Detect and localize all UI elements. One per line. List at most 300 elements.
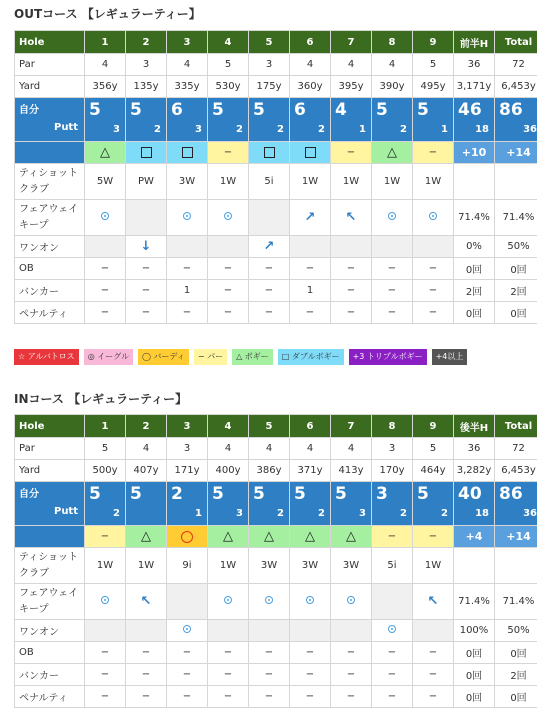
fairway-label-line: キープ (19, 604, 49, 615)
oneon-cell (413, 620, 454, 642)
score-cell (331, 98, 372, 142)
header-cell: 5 (249, 31, 290, 54)
result-cell (167, 142, 208, 164)
penalty-cell: − (208, 686, 249, 708)
yard-cell: 413y (331, 460, 372, 482)
fairway-miss-left-icon: ↖ (140, 593, 152, 609)
fairway-target-icon (224, 212, 232, 220)
bunker-cell: − (413, 664, 454, 686)
par-cell: 5 (413, 438, 454, 460)
header-cell: 8 (372, 31, 413, 54)
bunker-cell: − (85, 280, 126, 302)
bunker-cell: − (249, 664, 290, 686)
header-cell: 2 (126, 415, 167, 438)
penalty-label: ペナルティ (15, 686, 85, 708)
strokes-value: 3 (376, 484, 388, 504)
bunker-cell: − (208, 280, 249, 302)
score-cell (290, 482, 331, 526)
penalty-cell: − (413, 686, 454, 708)
yard-cell: 6,453y (495, 76, 537, 98)
strokes-value: 5 (417, 100, 429, 120)
ob-cell: − (85, 258, 126, 280)
fairway-cell (413, 200, 454, 236)
club-cell: 1W (126, 548, 167, 584)
penalty-cell: 0回 (454, 302, 495, 324)
score-label (15, 98, 85, 142)
ob-label: OB (15, 258, 85, 280)
putts-value: 18 (475, 124, 489, 135)
club-row (15, 164, 537, 200)
fairway-row (15, 584, 537, 620)
bunker-cell: − (331, 280, 372, 302)
result-cell (167, 526, 208, 548)
fairway-cell (126, 584, 167, 620)
result-circle-icon (181, 531, 193, 543)
legend-item: +4以上 (432, 349, 468, 365)
yard-cell: 3,282y (454, 460, 495, 482)
legend-item: ◎ イーグル (84, 349, 133, 365)
fairway-cell (167, 200, 208, 236)
club-cell: PW (126, 164, 167, 200)
yard-cell: 386y (249, 460, 290, 482)
par-cell: 4 (126, 438, 167, 460)
result-cell (126, 526, 167, 548)
score-cell (126, 98, 167, 142)
par-cell: 4 (167, 54, 208, 76)
oneon-target-icon (388, 625, 396, 633)
header-row (15, 415, 537, 438)
result-triangle-icon: △ (223, 528, 233, 544)
club-cell: 1W (208, 164, 249, 200)
fairway-target-icon (429, 212, 437, 220)
ob-cell: 0回 (454, 258, 495, 280)
club-cell: 1W (413, 164, 454, 200)
fairway-cell (126, 200, 167, 236)
oneon-cell (126, 236, 167, 258)
club-cell (454, 164, 495, 200)
par-cell: 5 (85, 438, 126, 460)
result-cell (208, 526, 249, 548)
fairway-cell (290, 584, 331, 620)
yard-cell: 530y (208, 76, 249, 98)
yard-cell: 3,171y (454, 76, 495, 98)
ob-cell: − (372, 642, 413, 664)
result-cell (331, 526, 372, 548)
header-cell: 7 (331, 31, 372, 54)
penalty-cell: 0回 (454, 686, 495, 708)
yard-cell: 171y (167, 460, 208, 482)
result-square-icon (182, 147, 193, 158)
club-cell: 5W (85, 164, 126, 200)
header-cell: Hole (15, 31, 85, 54)
oneon-total: 50% (495, 236, 537, 258)
result-square-icon (305, 147, 316, 158)
result-dash-icon: − (428, 147, 438, 158)
fairway-cell (167, 584, 208, 620)
fairway-target-icon (101, 212, 109, 220)
fairway-cell (331, 200, 372, 236)
putts-value: 2 (441, 508, 448, 519)
score-cell (290, 98, 331, 142)
score-label (15, 482, 85, 526)
yard-cell: 395y (331, 76, 372, 98)
penalty-cell: − (167, 302, 208, 324)
putts-value: 2 (318, 124, 325, 135)
fairway-cell (372, 200, 413, 236)
score-cell (167, 98, 208, 142)
fairway-target-icon (265, 596, 273, 604)
yard-label: Yard (15, 76, 85, 98)
par-cell: 3 (372, 438, 413, 460)
strokes-value: 86 (499, 484, 523, 504)
yard-cell: 464y (413, 460, 454, 482)
club-cell: 9i (167, 548, 208, 584)
score-cell (413, 98, 454, 142)
club-cell: 1W (85, 548, 126, 584)
penalty-cell: − (290, 302, 331, 324)
club-cell (495, 164, 537, 200)
oneon-cell (126, 620, 167, 642)
result-dash-icon: − (100, 531, 110, 542)
result-row (15, 142, 537, 164)
result-cell (413, 526, 454, 548)
result-row (15, 526, 537, 548)
penalty-label: ペナルティ (15, 302, 85, 324)
putts-value: 18 (475, 508, 489, 519)
oneon-total: 100% (454, 620, 495, 642)
header-cell: 5 (249, 415, 290, 438)
club-cell: 1W (208, 548, 249, 584)
fairway-label (15, 200, 85, 236)
bunker-cell: − (85, 664, 126, 686)
fairway-target-icon (388, 212, 396, 220)
par-cell: 3 (126, 54, 167, 76)
result-cell (331, 142, 372, 164)
par-cell: 4 (249, 438, 290, 460)
result-triangle-icon: △ (305, 528, 315, 544)
score-cell (249, 98, 290, 142)
header-cell: 1 (85, 415, 126, 438)
header-cell: 4 (208, 415, 249, 438)
yard-row (15, 76, 537, 98)
putts-value: 1 (359, 124, 366, 135)
result-cell (85, 142, 126, 164)
par-cell: 4 (208, 438, 249, 460)
result-cell (208, 142, 249, 164)
putts-value: 3 (359, 508, 366, 519)
penalty-cell: − (85, 302, 126, 324)
oneon-cell (290, 620, 331, 642)
bunker-cell: 0回 (454, 664, 495, 686)
oneon-short-icon: ↓ (140, 239, 152, 254)
ob-cell: − (126, 258, 167, 280)
ob-cell: − (167, 642, 208, 664)
result-dash-icon: − (346, 147, 356, 158)
bunker-cell: − (208, 664, 249, 686)
fairway-cell (208, 584, 249, 620)
result-cell (249, 526, 290, 548)
fairway-cell (413, 584, 454, 620)
score-cell (372, 482, 413, 526)
putts-value: 2 (236, 124, 243, 135)
club-cell (495, 548, 537, 584)
club-cell: 1W (413, 548, 454, 584)
club-cell: 1W (290, 164, 331, 200)
par-cell: 4 (290, 438, 331, 460)
fairway-target-icon (347, 596, 355, 604)
score-cell (167, 482, 208, 526)
ob-cell: − (413, 258, 454, 280)
yard-cell: 500y (85, 460, 126, 482)
club-label-line: ティショット (19, 168, 78, 179)
score-label-text: 自分 (19, 105, 39, 116)
score-cell (85, 482, 126, 526)
bunker-cell: 2回 (454, 280, 495, 302)
putts-value: 1 (441, 124, 448, 135)
penalty-cell: 0回 (495, 686, 537, 708)
penalty-cell: − (126, 302, 167, 324)
fairway-label-line: フェアウェイ (19, 204, 79, 215)
header-cell: Hole (15, 415, 85, 438)
oneon-cell (331, 236, 372, 258)
result-cell (413, 142, 454, 164)
fairway-total: 71.4% (454, 200, 495, 236)
par-cell: 3 (167, 438, 208, 460)
score-cell (85, 98, 126, 142)
bunker-cell: 1 (167, 280, 208, 302)
yard-cell: 400y (208, 460, 249, 482)
result-dash-icon: − (223, 147, 233, 158)
club-cell: 5i (372, 548, 413, 584)
par-cell: 4 (290, 54, 331, 76)
yard-cell: 6,453y (495, 460, 537, 482)
result-cell (249, 142, 290, 164)
yard-cell: 407y (126, 460, 167, 482)
penalty-cell: − (208, 302, 249, 324)
putt-label: Putt (53, 122, 78, 133)
club-label (15, 164, 85, 200)
fairway-cell (85, 584, 126, 620)
club-cell: 3W (249, 548, 290, 584)
oneon-cell (85, 236, 126, 258)
par-cell: 5 (208, 54, 249, 76)
result-square-icon (141, 147, 152, 158)
penalty-row (15, 302, 537, 324)
header-cell: Total (495, 415, 537, 438)
oneon-total: 50% (495, 620, 537, 642)
fairway-label-line: キープ (19, 220, 49, 231)
ob-cell: − (208, 642, 249, 664)
result-cell (290, 142, 331, 164)
ob-label: OB (15, 642, 85, 664)
putts-value: 36 (523, 508, 537, 519)
result-total: +14 (495, 526, 537, 548)
penalty-cell: − (167, 686, 208, 708)
result-triangle-icon: △ (141, 528, 151, 544)
header-cell: Total (495, 31, 537, 54)
bunker-cell: − (167, 664, 208, 686)
score-cell (331, 482, 372, 526)
putts-value: 3 (113, 124, 120, 135)
strokes-value: 46 (458, 100, 482, 120)
par-row (15, 54, 537, 76)
ob-cell: − (413, 642, 454, 664)
bunker-row (15, 664, 537, 686)
par-cell: 72 (495, 438, 537, 460)
strokes-value: 5 (89, 100, 101, 120)
bunker-cell: − (372, 664, 413, 686)
fairway-cell (249, 584, 290, 620)
header-row (15, 31, 537, 54)
bunker-cell: 2回 (495, 664, 537, 686)
ob-cell: − (331, 642, 372, 664)
result-total: +14 (495, 142, 537, 164)
result-label (15, 142, 85, 164)
oneon-cell (167, 236, 208, 258)
putts-value: 36 (523, 124, 537, 135)
result-cell (85, 526, 126, 548)
ob-cell: − (126, 642, 167, 664)
ob-cell: − (290, 258, 331, 280)
strokes-value: 86 (499, 100, 523, 120)
ob-cell: − (331, 258, 372, 280)
result-cell (372, 526, 413, 548)
oneon-cell (372, 620, 413, 642)
fairway-target-icon (101, 596, 109, 604)
score-cell (208, 482, 249, 526)
penalty-cell: − (331, 302, 372, 324)
putts-value: 2 (154, 124, 161, 135)
score-label-text: 自分 (19, 489, 39, 500)
penalty-cell: − (249, 686, 290, 708)
score-row (15, 98, 537, 142)
strokes-value: 5 (253, 484, 265, 504)
strokes-value: 5 (376, 100, 388, 120)
score-cell (126, 482, 167, 526)
putts-value: 2 (277, 124, 284, 135)
oneon-cell (208, 236, 249, 258)
header-cell: 2 (126, 31, 167, 54)
yard-row (15, 460, 537, 482)
club-cell: 5i (249, 164, 290, 200)
penalty-cell: − (126, 686, 167, 708)
putts-value: 2 (318, 508, 325, 519)
ob-row (15, 258, 537, 280)
result-cell (290, 526, 331, 548)
par-cell: 4 (85, 54, 126, 76)
oneon-label: ワンオン (15, 236, 85, 258)
legend-item: △ ボギー (232, 349, 273, 365)
putts-value: 2 (400, 124, 407, 135)
fairway-cell (290, 200, 331, 236)
header-cell: 4 (208, 31, 249, 54)
putts-value: 3 (236, 508, 243, 519)
legend-item: − パー (194, 349, 227, 365)
putt-label: Putt (53, 506, 78, 517)
header-cell: 6 (290, 31, 331, 54)
strokes-value: 5 (417, 484, 429, 504)
par-cell: 36 (454, 438, 495, 460)
result-square-icon (264, 147, 275, 158)
oneon-miss-right-icon: ↗ (263, 239, 275, 254)
bunker-cell: − (290, 664, 331, 686)
yard-cell: 495y (413, 76, 454, 98)
ob-cell: − (85, 642, 126, 664)
header-cell: 7 (331, 415, 372, 438)
par-cell: 36 (454, 54, 495, 76)
club-cell: 3W (290, 548, 331, 584)
strokes-value: 5 (212, 484, 224, 504)
strokes-value: 40 (458, 484, 482, 504)
penalty-cell: 0回 (495, 302, 537, 324)
strokes-value: 5 (130, 100, 142, 120)
club-cell: 1W (372, 164, 413, 200)
bunker-cell: 2回 (495, 280, 537, 302)
in-course-title: INコース 【レギュラーティー】 (14, 392, 188, 406)
ob-cell: − (372, 258, 413, 280)
par-label: Par (15, 438, 85, 460)
par-cell: 4 (331, 438, 372, 460)
fairway-total: 71.4% (495, 200, 537, 236)
bunker-cell: − (126, 664, 167, 686)
result-triangle-icon: △ (264, 528, 274, 544)
header-cell: 後半H (454, 415, 495, 438)
strokes-value: 5 (130, 484, 142, 504)
fairway-target-icon (183, 212, 191, 220)
oneon-cell (249, 236, 290, 258)
par-cell: 72 (495, 54, 537, 76)
club-cell: 3W (331, 548, 372, 584)
fairway-miss-left-icon: ↖ (345, 209, 357, 225)
result-dash-icon: − (387, 531, 397, 542)
penalty-cell: − (372, 302, 413, 324)
bunker-cell: − (331, 664, 372, 686)
bunker-row (15, 280, 537, 302)
penalty-cell: − (290, 686, 331, 708)
result-triangle-icon: △ (346, 528, 356, 544)
score-cell (495, 482, 537, 526)
header-cell: 9 (413, 31, 454, 54)
par-cell: 3 (249, 54, 290, 76)
score-cell (372, 98, 413, 142)
putts-value: 1 (195, 508, 202, 519)
oneon-row (15, 236, 537, 258)
header-cell: 6 (290, 415, 331, 438)
oneon-cell (290, 236, 331, 258)
par-cell: 4 (331, 54, 372, 76)
score-cell (495, 98, 537, 142)
club-label-line: ティショット (19, 552, 78, 563)
strokes-value: 5 (89, 484, 101, 504)
score-cell (413, 482, 454, 526)
putts-value: 2 (277, 508, 284, 519)
oneon-total: 0% (454, 236, 495, 258)
yard-cell: 390y (372, 76, 413, 98)
legend-item: +3 トリプルボギー (349, 349, 427, 365)
bunker-cell: − (372, 280, 413, 302)
fairway-cell (249, 200, 290, 236)
fairway-label-line: フェアウェイ (19, 588, 79, 599)
result-total: +4 (454, 526, 495, 548)
fairway-row (15, 200, 537, 236)
fairway-total: 71.4% (495, 584, 537, 620)
score-cell (208, 98, 249, 142)
strokes-value: 4 (335, 100, 347, 120)
yard-cell: 360y (290, 76, 331, 98)
result-cell (372, 142, 413, 164)
legend-item: □ ダブルボギー (278, 349, 344, 365)
bunker-label: バンカー (15, 280, 85, 302)
